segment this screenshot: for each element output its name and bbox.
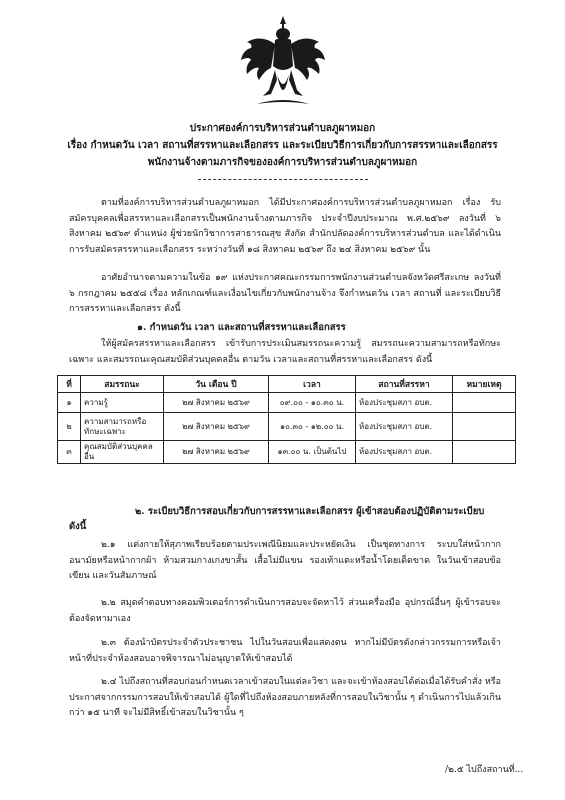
row-time: ๐๙.๐๐ - ๑๐.๓๐ น. — [269, 393, 356, 413]
row-skill: คุณสมบัติส่วนบุคคลอื่น — [81, 441, 164, 464]
col-no: ที่ — [58, 376, 81, 393]
row-note — [453, 413, 516, 441]
row-note — [453, 441, 516, 464]
row-place: ห้องประชุมสภา อบต. — [356, 441, 453, 464]
section1-intro: ให้ผู้สมัครสรรหาและเลือกสรร เข้ารับการประเมินสมรรถนะความรู้ สมรรถนะความสามารถหรือทักษะเฉพาะ และสมรรถนะคุณสมบัติส่วนบุคคลอื่น ตามวัน เวลาและสถานที่สรรหาและเลือกสรร ดังนี้ — [69, 339, 501, 365]
authority-paragraph: อาศัยอำนาจตามความในข้อ ๑๙ แห่งประกาศคณะกรรมการพนักงานส่วนตำบลจังหวัดศรีสะเกษ ลงวันที่ ๖ กรกฎาคม ๒๕๕๘ เรื่อง หลักเกณฑ์และเงื่อนไขเกี่ยวกับพนักงานจ้าง จึงกำหนดวัน เวลา สถานที่ และระเบียบวิธีการสรรหาและเลือกสรร ดังนี้ — [69, 273, 501, 314]
announcement-subject-cont: พนักงานจ้างตามภารกิจขององค์การบริหารส่วนตำบลภูผาหมอก — [147, 157, 418, 168]
col-skill: สมรรถนะ — [81, 376, 164, 393]
row-time: ๑๐.๓๐ - ๑๒.๐๐ น. — [269, 413, 356, 441]
rule-2-3: ๒.๓ ต้องนำบัตรประจำตัวประชาชน ไปในวันสอบเพื่อแสดงตน หากไม่มีบัตรดังกล่าวกรรมการหรือเจ้าหน้าที่ประจำห้องสอบอาจพิจารณาไม่อนุญาตให้เข้าสอบได้ — [69, 638, 501, 664]
row-date: ๒๗ สิงหาคม ๒๕๖๙ — [164, 413, 269, 441]
col-date: วัน เดือน ปี — [164, 376, 269, 393]
section1-heading: ๑. กำหนดวัน เวลา และสถานที่สรรหาและเลือกสรร — [137, 322, 346, 333]
rule-2-4: ๒.๔ ไปถึงสถานที่สอบก่อนกำหนดเวลาเข้าสอบในแต่ละวิชา และจะเข้าห้องสอบได้ต่อเมื่อได้รับคำสั่ง หรือประกาศจากกรรมการสอบให้เข้าสอบได้ ผู้ใดที่ไปถึงห้องสอบภายหลังที่การสอบในวิชานั้น ๆ ดำเนินการไปแล้วเกินกว่า ๑๕ นาที จะไม่มีสิทธิ์เข้าสอบในวิชานั้น ๆ — [69, 677, 501, 718]
page-continuation: /๒.๕ ไปถึงสถานที่... — [445, 765, 524, 775]
rule-2-1: ๒.๑ แต่งกายให้สุภาพเรียบร้อยตามประเพณีนิยมและประหยัดเงิน เป็นชุดทางการ ระบบใส่หน้ากากอนามัยหรือหน้ากากผ้า ห้ามสวมกางเกงขาสั้น เสื้อไม่มีแขน รองเท้าแตะหรือน้ำโดยเด็ดขาด ในวันเข้าสอบข้อเขียน และวันสัมภาษณ์ — [69, 540, 501, 581]
table-row — [58, 441, 516, 464]
row-time: ๑๓.๐๐ น. เป็นต้นไป — [269, 441, 356, 464]
col-place: สถานที่สรรหา — [356, 376, 453, 393]
announcement-header — [0, 120, 565, 171]
row-note — [453, 393, 516, 413]
row-place: ห้องประชุมสภา อบต. — [356, 413, 453, 441]
col-time: เวลา — [269, 376, 356, 393]
row-no: ๑ — [58, 393, 81, 413]
row-date: ๒๗ สิงหาคม ๒๕๖๙ — [164, 393, 269, 413]
row-place: ห้องประชุมสภา อบต. — [356, 393, 453, 413]
header-divider — [198, 179, 368, 180]
announcement-subject: เรื่อง กำหนดวัน เวลา สถานที่สรรหาและเลือกสรร และระเบียบวิธีการเกี่ยวกับการสรรหาและเลือกสรร — [67, 140, 498, 151]
table-row — [58, 393, 516, 413]
row-skill: ความรู้ — [81, 393, 164, 413]
schedule-table — [57, 375, 516, 464]
table-header-row — [58, 376, 516, 393]
intro-paragraph: ตามที่องค์การบริหารส่วนตำบลภูผาหมอก ได้มีประกาศองค์การบริหารส่วนตำบลภูผาหมอก เรื่อง รับสมัครบุคคลเพื่อสรรหาและเลือกสรรเป็นพนักงานจ้างตามภารกิจ ประจำปีงบประมาณ พ.ศ.๒๕๖๙ ลงวันที่ ๖ สิงหาคม ๒๕๖๙ ตำแหน่ง ผู้ช่วยนักวิชาการสาธารณสุข สังกัด สำนักปลัดองค์การบริหารส่วนตำบล และได้ดำเนินการรับสมัครสรรหาและเลือกสรร ระหว่างวันที่ ๑๘ สิงหาคม ๒๕๖๙ ถึง ๒๔ สิงหาคม ๒๕๖๙ นั้น — [69, 198, 501, 255]
col-note: หมายเหตุ — [453, 376, 516, 393]
garuda-emblem-icon — [237, 14, 329, 114]
announcement-issuer: ประกาศองค์การบริหารส่วนตำบลภูผาหมอก — [189, 123, 376, 134]
row-skill: ความสามารถหรือทักษะเฉพาะ — [81, 413, 164, 441]
row-no: ๒ — [58, 413, 81, 441]
rule-2-2: ๒.๒ สมุดคำตอบทางคอมพิวเตอร์การดำเนินการสอบจะจัดหาไว้ ส่วนเครื่องมือ อุปกรณ์อื่นๆ ผู้เข้ารอบจะต้องจัดหามาเอง — [69, 598, 501, 624]
row-date: ๒๗ สิงหาคม ๒๕๖๙ — [164, 441, 269, 464]
section2-heading: ๒. ระเบียบวิธีการสอบเกี่ยวกับการสรรหาและเลือกสรร ผู้เข้าสอบต้องปฏิบัติตามระเบียบดังนี้ — [69, 506, 485, 532]
row-no: ๓ — [58, 441, 81, 464]
table-row — [58, 413, 516, 441]
